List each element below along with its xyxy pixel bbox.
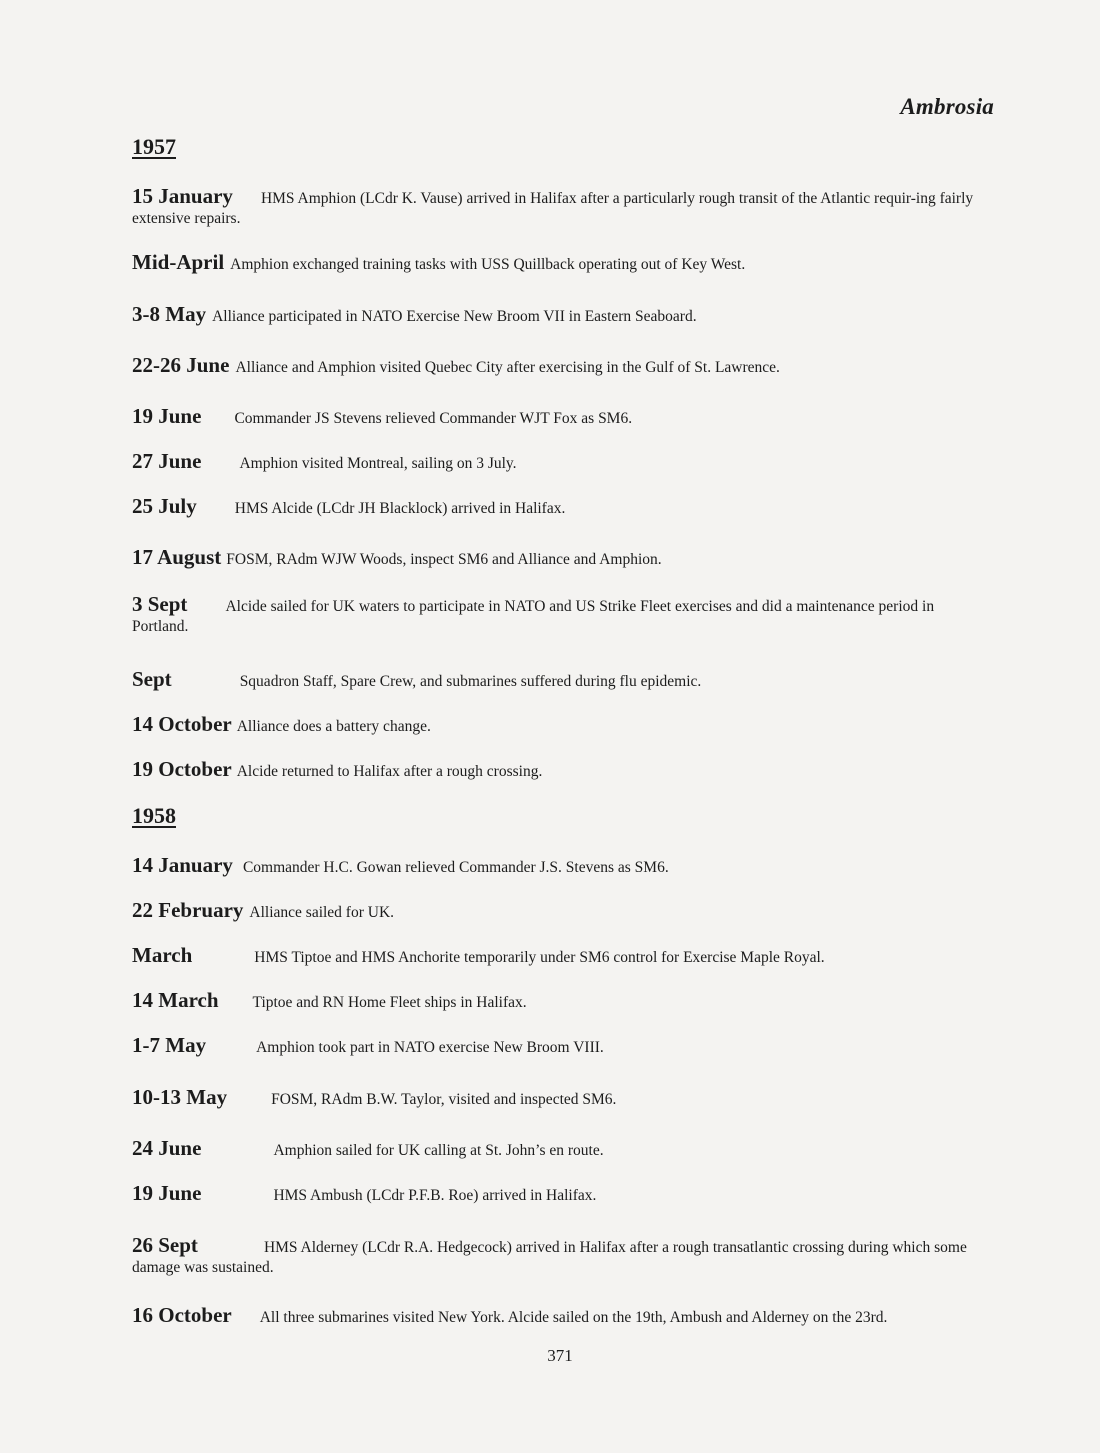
entry-text: HMS Alderney (LCdr R.A. Hedgecock) arrived in Halifax after a rough transatlantic crossing during which some damage was sustained.	[132, 1239, 967, 1276]
chronology-entry	[132, 406, 994, 429]
entry-text: Alliance participated in NATO Exercise New Broom VII in Eastern Seaboard.	[212, 308, 697, 325]
chronology-entry	[132, 1235, 994, 1278]
year-heading: 1958	[132, 803, 176, 828]
chronology-entry	[132, 451, 994, 474]
entry-date: 19 June	[132, 404, 202, 428]
entry-text: Commander H.C. Gowan relieved Commander J.S. Stevens as SM6.	[242, 859, 669, 876]
entry-date: 16 October	[132, 1303, 232, 1327]
chronology-entry	[132, 669, 994, 692]
entry-text: Alliance does a battery change.	[236, 718, 431, 735]
entry-text: Amphion exchanged training tasks with USS Quillback operating out of Key West.	[230, 256, 746, 273]
running-header-title: Ambrosia	[900, 94, 994, 119]
entry-date: 22 February	[132, 898, 244, 922]
entry-date: 14 March	[132, 988, 219, 1012]
chronology-entry	[132, 1305, 994, 1328]
entry-text: Alliance sailed for UK.	[249, 904, 395, 921]
chronology-entry	[132, 1183, 994, 1206]
entry-text: FOSM, RAdm B.W. Taylor, visited and inspected SM6.	[271, 1091, 617, 1108]
chronology-entry	[132, 496, 994, 519]
entry-text: HMS Ambush (LCdr P.F.B. Roe) arrived in Halifax.	[273, 1187, 597, 1204]
chronology-entry	[132, 547, 994, 570]
entry-text: Amphion sailed for UK calling at St. John’s en route.	[273, 1142, 604, 1159]
chronology-entry	[132, 1138, 994, 1161]
entry-text: Alcide returned to Halifax after a rough crossing.	[236, 763, 543, 780]
chronology-entry	[132, 759, 994, 782]
entry-date: 3-8 May	[132, 302, 207, 326]
chronology-entry	[132, 855, 994, 878]
chronology-entry	[132, 304, 994, 327]
entry-date: 25 July	[132, 494, 197, 518]
entry-date: March	[132, 943, 193, 967]
entry-date: 24 June	[132, 1136, 202, 1160]
entry-text: Tiptoe and RN Home Fleet ships in Halifax.	[252, 994, 527, 1011]
entry-text: Amphion took part in NATO exercise New Broom VIII.	[256, 1039, 604, 1056]
chronology-entry	[132, 945, 994, 968]
chronology-entry	[132, 186, 994, 229]
entry-text: Alliance and Amphion visited Quebec City after exercising in the Gulf of St. Lawrence.	[235, 359, 780, 376]
entry-date: 17 August	[132, 545, 222, 569]
entry-text: Alcide sailed for UK waters to participate in NATO and US Strike Fleet exercises and did a maintenance period in Portland.	[132, 598, 935, 635]
year-heading: 1957	[132, 134, 176, 159]
chronology-entry	[132, 355, 994, 378]
chronology-entry	[132, 714, 994, 737]
entry-text: Amphion visited Montreal, sailing on 3 July.	[239, 455, 517, 472]
entry-date: 15 January	[132, 184, 233, 208]
entry-date: Mid-April	[132, 250, 225, 274]
entry-date: 14 January	[132, 853, 233, 877]
entry-date: 3 Sept	[132, 592, 188, 616]
entry-date: 19 June	[132, 1181, 202, 1205]
entry-text: Commander JS Stevens relieved Commander WJT Fox as SM6.	[234, 410, 633, 427]
chronology-entry	[132, 252, 994, 275]
entry-date: 27 June	[132, 449, 202, 473]
chronology-entry	[132, 900, 994, 923]
chronology-entry	[132, 1035, 994, 1058]
entry-text: HMS Tiptoe and HMS Anchorite temporarily under SM6 control for Exercise Maple Royal.	[254, 949, 825, 966]
entry-date: 26 Sept	[132, 1233, 198, 1257]
entry-date: 10-13 May	[132, 1085, 228, 1109]
entry-date: 19 October	[132, 757, 232, 781]
entry-date: 22-26 June	[132, 353, 230, 377]
entry-date: 1-7 May	[132, 1033, 207, 1057]
entry-text: HMS Amphion (LCdr K. Vause) arrived in Halifax after a particularly rough transit of the Atlantic requir-ing fairly extensive repairs.	[132, 190, 974, 227]
chronology-entry	[132, 1087, 994, 1110]
chronology-entry	[132, 594, 994, 637]
entry-text: All three submarines visited New York. Alcide sailed on the 19th, Ambush and Alderney on the 23rd.	[259, 1309, 888, 1326]
entry-date: 14 October	[132, 712, 232, 736]
entry-text: HMS Alcide (LCdr JH Blacklock) arrived in Halifax.	[234, 500, 566, 517]
entry-text: FOSM, RAdm WJW Woods, inspect SM6 and Alliance and Amphion.	[226, 551, 662, 568]
page-number: 371	[547, 1346, 573, 1365]
entry-date: Sept	[132, 667, 172, 691]
chronology-entry	[132, 990, 994, 1013]
entry-text: Squadron Staff, Spare Crew, and submarines suffered during flu epidemic.	[239, 673, 702, 690]
